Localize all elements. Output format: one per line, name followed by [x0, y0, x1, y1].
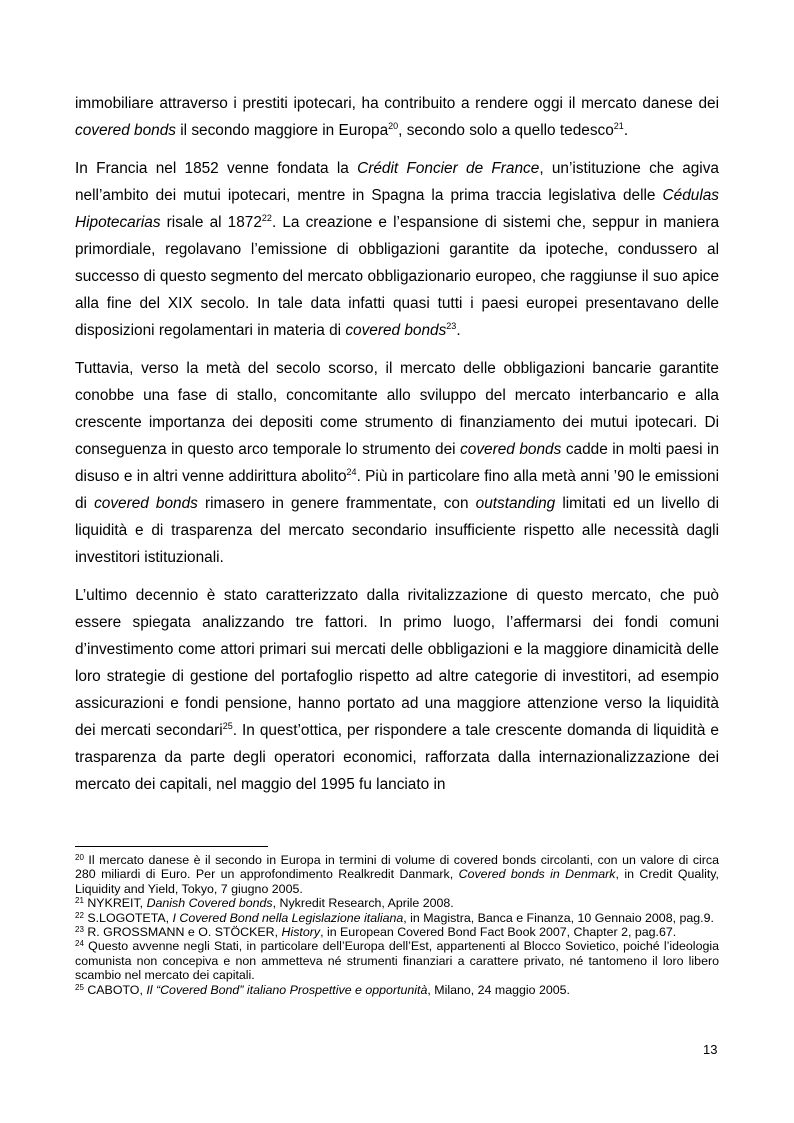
italic-text: I Covered Bond nella Legislazione italiana: [172, 910, 404, 925]
text-run: , in Magistra, Banca e Finanza, 10 Gennaio 2008, pag.9.: [403, 910, 714, 925]
text-run: il secondo maggiore in Europa: [175, 122, 389, 139]
paragraph: [75, 582, 719, 798]
italic-text: covered bonds: [460, 441, 562, 458]
italic-text: Crédit Foncier de France: [357, 160, 540, 177]
italic-text: outstanding: [475, 495, 556, 512]
paragraph: [75, 355, 719, 571]
text-run: . La creazione e l’espansione di sistemi che, seppur in maniera primordiale, regolavano l’emissione di obbligazioni garantite da ipoteche, condussero al successo di questo segmento del mercato obbligazionario europeo, che raggiunse il suo apice alla fine del XIX secolo. In tale data infatti quasi tutti i paesi europei presentavano delle disposizioni regolamentari in materia di: [75, 214, 720, 339]
text-run: , secondo solo a quello tedesco: [398, 122, 614, 139]
footnote-ref: 21: [75, 896, 84, 906]
text-run: limitati ed un livello di liquidità e di trasparenza del mercato secondario insufficiente rispetto alle necessità dagli investitori istituzionali.: [75, 495, 719, 566]
italic-text: Il “Covered Bond” italiano Prospettive e opportunità: [146, 982, 428, 997]
text-run: , Milano, 24 maggio 2005.: [427, 982, 570, 997]
text-run: NYKREIT,: [83, 896, 147, 911]
text-run: . Più in particolare fino alla metà anni ’90 le emissioni di: [75, 468, 719, 512]
text-run: . In quest’ottica, per rispondere a tale crescente domanda di liquidità e trasparenza da parte degli operatori economici, rafforzata dalla internazionalizzazione dei mercato dei capitali, nel maggio del 1995 fu lanciato in: [75, 722, 719, 793]
text-run: CABOTO,: [83, 982, 147, 997]
footnote: [75, 925, 719, 939]
body-text: [75, 90, 719, 809]
footnotes: [75, 853, 719, 997]
footnote-ref: 23: [75, 925, 84, 935]
italic-text: covered bonds: [94, 495, 198, 512]
footnote: [75, 939, 719, 982]
footnote-divider: [75, 846, 268, 847]
text-run: Questo avvenne negli Stati, in particolare dell’Europa dell’Est, appartenenti al Blocco Sovietico, poiché l’ideologia comunista non concepiva e non ammetteva né strumenti finanziari a carattere privato, né tantomeno il loro libero scambio nel mercato dei capitali.: [75, 939, 719, 983]
footnote-ref: 25: [75, 982, 84, 992]
footnote-ref: 22: [261, 213, 272, 223]
paragraph: [75, 155, 719, 344]
text-run: cadde in molti paesi in disuso e in altri venne addirittura abolito: [75, 441, 720, 485]
page-number: 13: [703, 1042, 718, 1057]
footnote-ref: 20: [75, 853, 84, 862]
footnote-ref: 20: [388, 121, 399, 131]
footnote-ref: 24: [346, 467, 357, 477]
text-run: immobiliare attraverso i prestiti ipotecari, ha contribuito a rendere oggi il mercato danese dei: [75, 95, 719, 112]
text-run: Il mercato danese è il secondo in Europa in termini di volume di covered bonds circolanti, con un valore di circa 280 miliardi di Euro. Per un approfondimento Realkredit Danmark,: [75, 853, 719, 882]
italic-text: Danish Covered bonds: [146, 896, 273, 911]
footnote-ref: 21: [613, 121, 624, 131]
footnote-ref: 24: [75, 939, 84, 949]
italic-text: History: [281, 925, 321, 940]
italic-text: Cédulas Hipotecarias: [75, 187, 719, 231]
footnote: [75, 896, 719, 910]
text-run: S.LOGOTETA,: [83, 910, 173, 925]
text-run: rimasero in genere frammentate, con: [197, 495, 476, 512]
text-run: , in Credit Quality, Liquidity and Yield, Tokyo, 7 giugno 2005.: [75, 867, 719, 896]
italic-text: Covered bonds in Denmark: [458, 867, 616, 882]
text-run: Tuttavia, verso la metà del secolo scorso, il mercato delle obbligazioni bancarie garantite conobbe una fase di stallo, concomitante allo sviluppo del mercato interbancario e alla crescente importanza dei depositi come strumento di finanziamento dei mutui ipotecari. Di conseguenza in questo arco temporale lo strumento dei: [75, 360, 719, 458]
text-run: L’ultimo decennio è stato caratterizzato dalla rivitalizzazione di questo mercato, che può essere spiegata analizzando tre fattori. In primo luogo, l’affermarsi dei fondi comuni d’investimento come attori primari sui mercati delle obbligazioni e la maggiore dinamicità delle loro strategie di gestione del portafoglio rispetto ad altre categorie di investitori, ad esempio assicurazioni e fondi pensione, hanno portato ad una maggiore attenzione verso la liquidità dei mercati secondari: [75, 587, 719, 739]
text-run: .: [456, 322, 461, 339]
footnote-ref: 23: [446, 321, 457, 331]
footnote: [75, 853, 719, 896]
text-run: In Francia nel 1852 venne fondata la: [75, 160, 358, 177]
footnote-ref: 25: [222, 721, 233, 731]
text-run: .: [623, 122, 629, 139]
text-run: , Nykredit Research, Aprile 2008.: [272, 896, 454, 911]
text-run: R. GROSSMANN e O. STÖCKER,: [83, 925, 282, 940]
footnote: [75, 983, 719, 997]
text-run: , in European Covered Bond Fact Book 2007, Chapter 2, pag.67.: [320, 925, 677, 940]
italic-text: covered bonds: [75, 122, 176, 139]
text-run: risale al 1872: [160, 214, 262, 231]
paragraph: [75, 90, 719, 144]
text-run: , un’istituzione che agiva nell’ambito dei mutui ipotecari, mentre in Spagna la prima traccia legislativa delle: [75, 160, 719, 204]
italic-text: covered bonds: [345, 322, 447, 339]
footnote: [75, 911, 719, 925]
footnote-ref: 22: [75, 910, 84, 920]
